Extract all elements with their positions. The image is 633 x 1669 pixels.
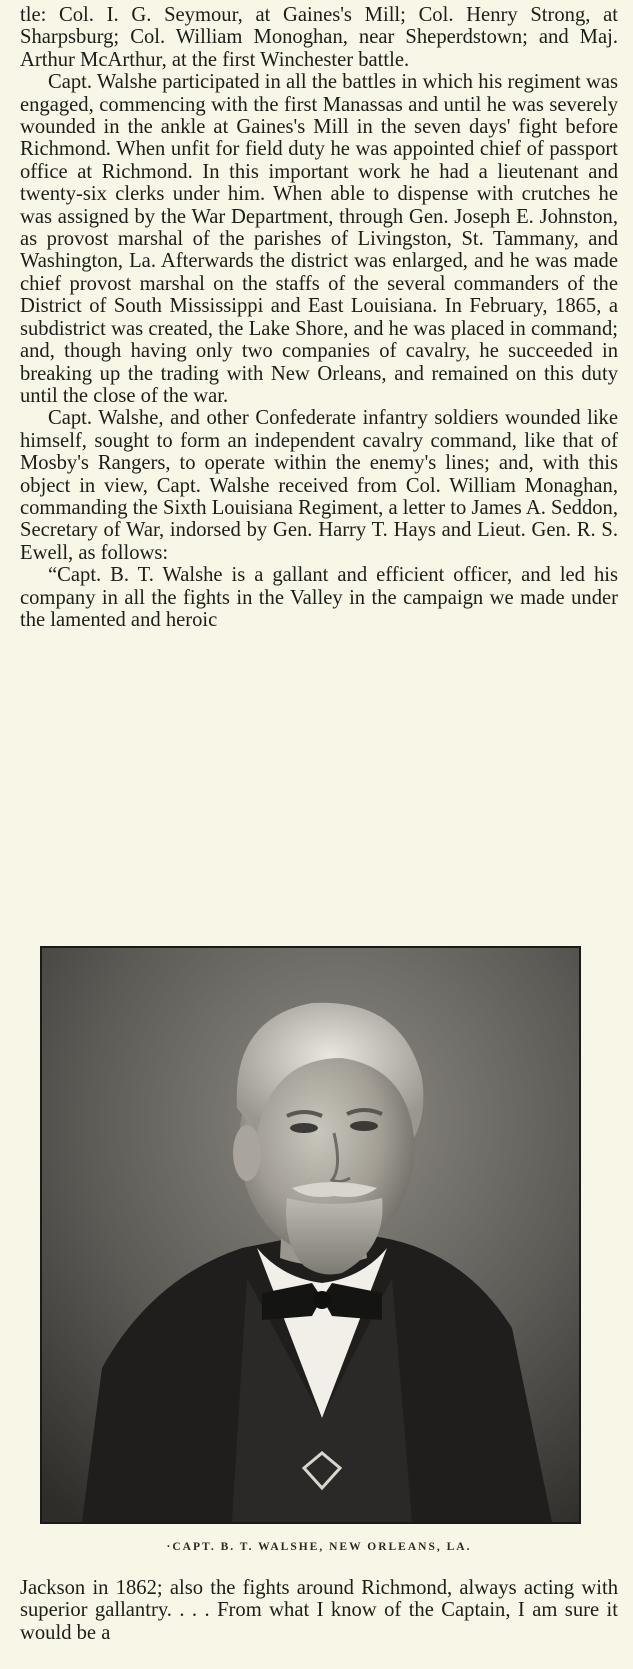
paragraph-continuation: tle: Col. I. G. Seymour, at Gaines's Mill; Col. Henry Strong, at Sharpsburg; Col. William Monoghan, near Sheperdstown; and Maj. Arthur McArthur, at the first Winchester battle. <box>20 4 618 71</box>
paragraph-cavalry-command: Capt. Walshe, and other Confederate infantry soldiers wounded like himself, sought to form an independent cavalry command, like that of Mosby's Rangers, to operate within the enemy's lines; and, with this object in view, Capt. Walshe received from Col. William Monaghan, commanding the Sixth Louisiana Regiment, a letter to James A. Seddon, Secretary of War, indorsed by Gen. Harry T. Hays and Lieut. Gen. R. S. Ewell, as follows: <box>20 407 618 564</box>
photo-caption: ·CAPT. B. T. WALSHE, NEW ORLEANS, LA. <box>166 1541 472 1553</box>
paragraph-letter-continued: Jackson in 1862; also the fights around Richmond, always acting with superior gallantry. . . . From what I know of the Captain, I am sure it would be a <box>20 1577 618 1644</box>
portrait-photo <box>40 946 581 1524</box>
paragraph-service-record: Capt. Walshe participated in all the battles in which his regiment was engaged, commencing with the first Manassas and until he was severely wounded in the ankle at Gaines's Mill in the seven days' fight before Richmond. When unfit for field duty he was appointed chief of passport office at Richmond. In this important work he had a lieutenant and twenty-six clerks under him. When able to dispense with crutches he was assigned by the War Department, through Gen. Joseph E. Johnston, as provost marshal of the parishes of Livingston, St. Tammany, and Washington, La. Afterwards the district was enlarged, and he was made chief provost marshal on the staffs of the several commanders of the District of South Mississippi and East Louisiana. In February, 1865, a subdistrict was created, the Lake Shore, and he was placed in command; and, though having only two companies of cavalry, he succeeded in breaking up the trading with New Orleans, and remained on this duty until the close of the war. <box>20 71 618 407</box>
article-text-top <box>20 4 618 631</box>
portrait-image <box>42 948 579 1522</box>
article-text-bottom <box>20 1577 618 1644</box>
paragraph-quoted-letter: “Capt. B. T. Walshe is a gallant and efficient officer, and led his company in all the fights in the Valley in the campaign we made under the lamented and heroic <box>20 564 618 631</box>
